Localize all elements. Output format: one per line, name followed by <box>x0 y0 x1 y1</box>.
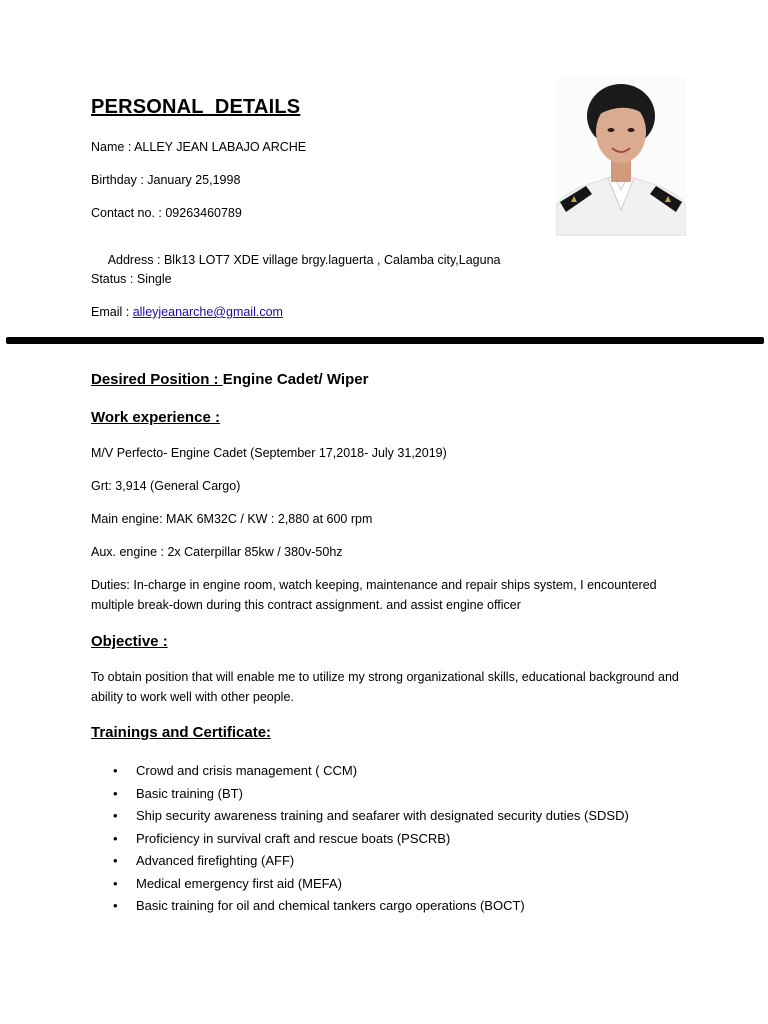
training-item-text: Advanced firefighting (AFF) <box>136 853 295 868</box>
status-label: Status : <box>91 272 137 286</box>
profile-photo <box>556 78 686 236</box>
desired-position-label: Desired Position <box>91 371 214 388</box>
trainings-heading-text: Trainings and Certificate: <box>91 724 272 741</box>
list-item <box>91 873 629 896</box>
work-ship: M/V Perfecto- Engine Cadet (September 17,2018- July 31,2019) <box>91 446 447 460</box>
desired-position <box>91 371 368 388</box>
bullet-icon: • <box>113 808 118 823</box>
work-grt: Grt: 3,914 (General Cargo) <box>91 479 241 493</box>
section-divider <box>6 337 764 344</box>
list-item <box>91 850 629 873</box>
list-item <box>91 805 629 828</box>
email-line <box>91 305 283 319</box>
training-item-text: Medical emergency first aid (MEFA) <box>136 875 342 891</box>
status-value: Single <box>136 272 172 286</box>
contact-label: Contact no. : <box>91 206 166 220</box>
trainings-list <box>91 760 629 918</box>
work-experience-heading-text: Work experience : <box>91 409 220 426</box>
address-value: Blk13 LOT7 XDE village brgy.laguerta , Calamba city,Laguna <box>163 253 501 267</box>
bullet-icon: • <box>113 763 118 778</box>
training-item-text: Basic training (BT) <box>136 785 243 801</box>
personal-details-heading: PERSONAL DETAILS <box>91 96 301 118</box>
birthday-line <box>91 173 240 187</box>
bullet-icon: • <box>113 785 118 801</box>
profile-photo-icon <box>556 78 686 236</box>
objective-heading <box>91 633 168 650</box>
desired-position-colon: : <box>213 371 223 388</box>
bullet-icon: • <box>113 853 118 868</box>
training-item-text: Crowd and crisis management ( CCM) <box>136 763 358 778</box>
trainings-heading <box>91 724 271 741</box>
training-item-text: Basic training for oil and chemical tankers cargo operations (BOCT) <box>136 898 525 913</box>
bullet-icon: • <box>113 830 118 846</box>
desired-position-value: Engine Cadet/ Wiper <box>222 371 369 388</box>
work-duties: Duties: In-charge in engine room, watch keeping, maintenance and repair ships system, I encountered multiple break-down during this contract assignment. and assist engine officer <box>91 578 657 612</box>
work-main-engine: Main engine: MAK 6M32C / KW : 2,880 at 600 rpm <box>91 512 373 526</box>
list-item <box>91 760 629 783</box>
email-link[interactable]: alleyjeanarche@gmail.com <box>132 305 283 319</box>
training-item-text: Ship security awareness training and seafarer with designated security duties (SDSD) <box>136 808 629 823</box>
objective-heading-text: Objective : <box>91 633 168 650</box>
name-value: ALLEY JEAN LABAJO ARCHE <box>134 140 307 154</box>
name-label: Name : <box>91 140 135 154</box>
birthday-label: Birthday : <box>91 173 148 187</box>
birthday-value: January 25,1998 <box>147 173 241 187</box>
bullet-icon: • <box>113 898 118 913</box>
objective-text: To obtain position that will enable me to utilize my strong organizational skills, educational background and ability to work well with other people. <box>91 670 679 704</box>
address-label: Address : <box>104 253 164 267</box>
name-line <box>91 140 306 154</box>
work-experience-heading <box>91 409 220 426</box>
work-aux-engine: Aux. engine : 2x Caterpillar 85kw / 380v-50hz <box>91 545 343 559</box>
status-line <box>91 272 172 286</box>
list-item <box>91 895 629 918</box>
list-item <box>91 828 629 851</box>
email-label: Email : <box>91 305 133 319</box>
contact-value: 09263460789 <box>165 206 242 220</box>
training-item-text: Proficiency in survival craft and rescue boats (PSCRB) <box>136 830 451 846</box>
list-item <box>91 783 629 806</box>
contact-line <box>91 206 242 220</box>
bullet-icon: • <box>113 875 118 891</box>
